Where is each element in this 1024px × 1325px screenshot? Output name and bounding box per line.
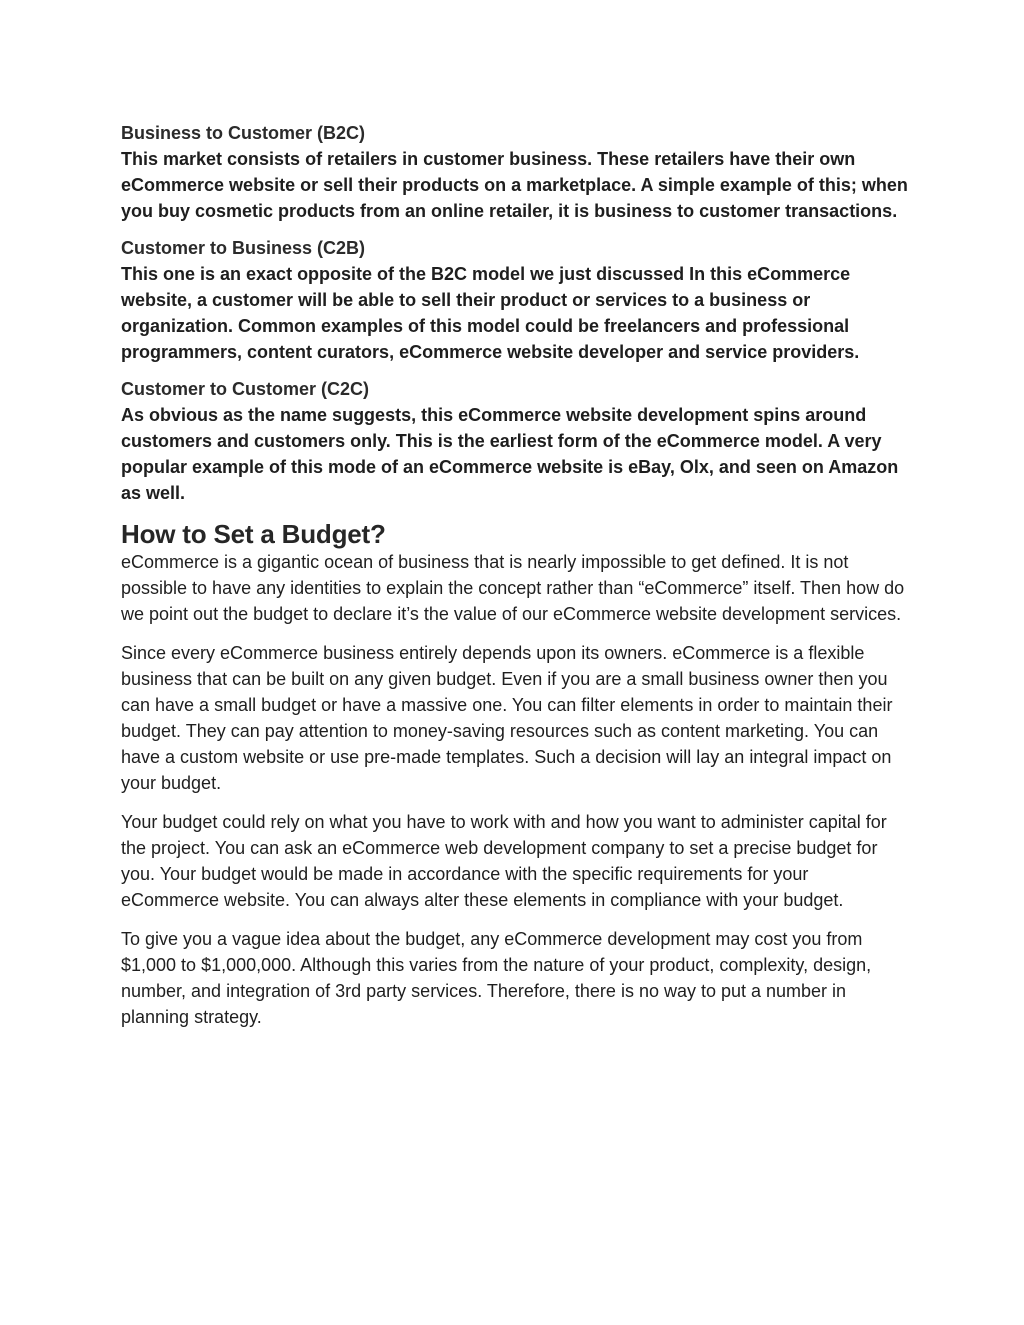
model-description: This market consists of retailers in customer business. These retailers have their own eCommerce website or sell their products on a marketplace. A simple example of this; when you buy cosmetic products from an online retailer, it is business to customer transactions. [121, 149, 908, 221]
budget-heading: How to Set a Budget? [121, 519, 386, 549]
model-c2b [121, 235, 911, 365]
budget-paragraph: Your budget could rely on what you have to work with and how you want to administer capital for the project. You can ask an eCommerce web development company to set a precise budget for you. Your budget would be made in accordance with the specific requirements for your eCommerce website. You can always alter these elements in compliance with your budget. [121, 812, 887, 910]
model-description: This one is an exact opposite of the B2C model we just discussed In this eCommerce website, a customer will be able to sell their product or services to a business or organization. Common examples of this model could be freelancers and professional programmers, content curators, eCommerce website developer and service providers. [121, 264, 860, 362]
document-page [121, 120, 911, 1043]
budget-paragraph: eCommerce is a gigantic ocean of business that is nearly impossible to get defined. It is not possible to have any identities to explain the concept rather than “eCommerce” itself. Then how do we point out the budget to declare it’s the value of our eCommerce website development services. [121, 552, 905, 624]
budget-paragraph: Since every eCommerce business entirely depends upon its owners. eCommerce is a flexible business that can be built on any given budget. Even if you are a small business owner then you can have a small budget or have a massive one. You can filter elements in order to maintain their budget. They can pay attention to money-saving resources such as content marketing. You can have a custom website or use pre-made templates. Such a decision will lay an integral impact on your budget. [121, 643, 893, 793]
model-title: Customer to Business (C2B) [121, 238, 366, 258]
model-title: Business to Customer (B2C) [121, 123, 366, 143]
model-description: As obvious as the name suggests, this eCommerce website development spins around customers and customers only. This is the earliest form of the eCommerce model. A very popular example of this mode of an eCommerce website is eBay, Olx, and seen on Amazon as well. [121, 405, 899, 503]
budget-paragraph: To give you a vague idea about the budget, any eCommerce development may cost you from $1,000 to $1,000,000. Although this varies from the nature of your product, complexity, design, number, and integration of 3rd party services. Therefore, there is no way to put a number in planning strategy. [121, 929, 872, 1027]
model-c2c [121, 376, 911, 506]
model-title: Customer to Customer (C2C) [121, 379, 370, 399]
model-b2c [121, 120, 911, 224]
